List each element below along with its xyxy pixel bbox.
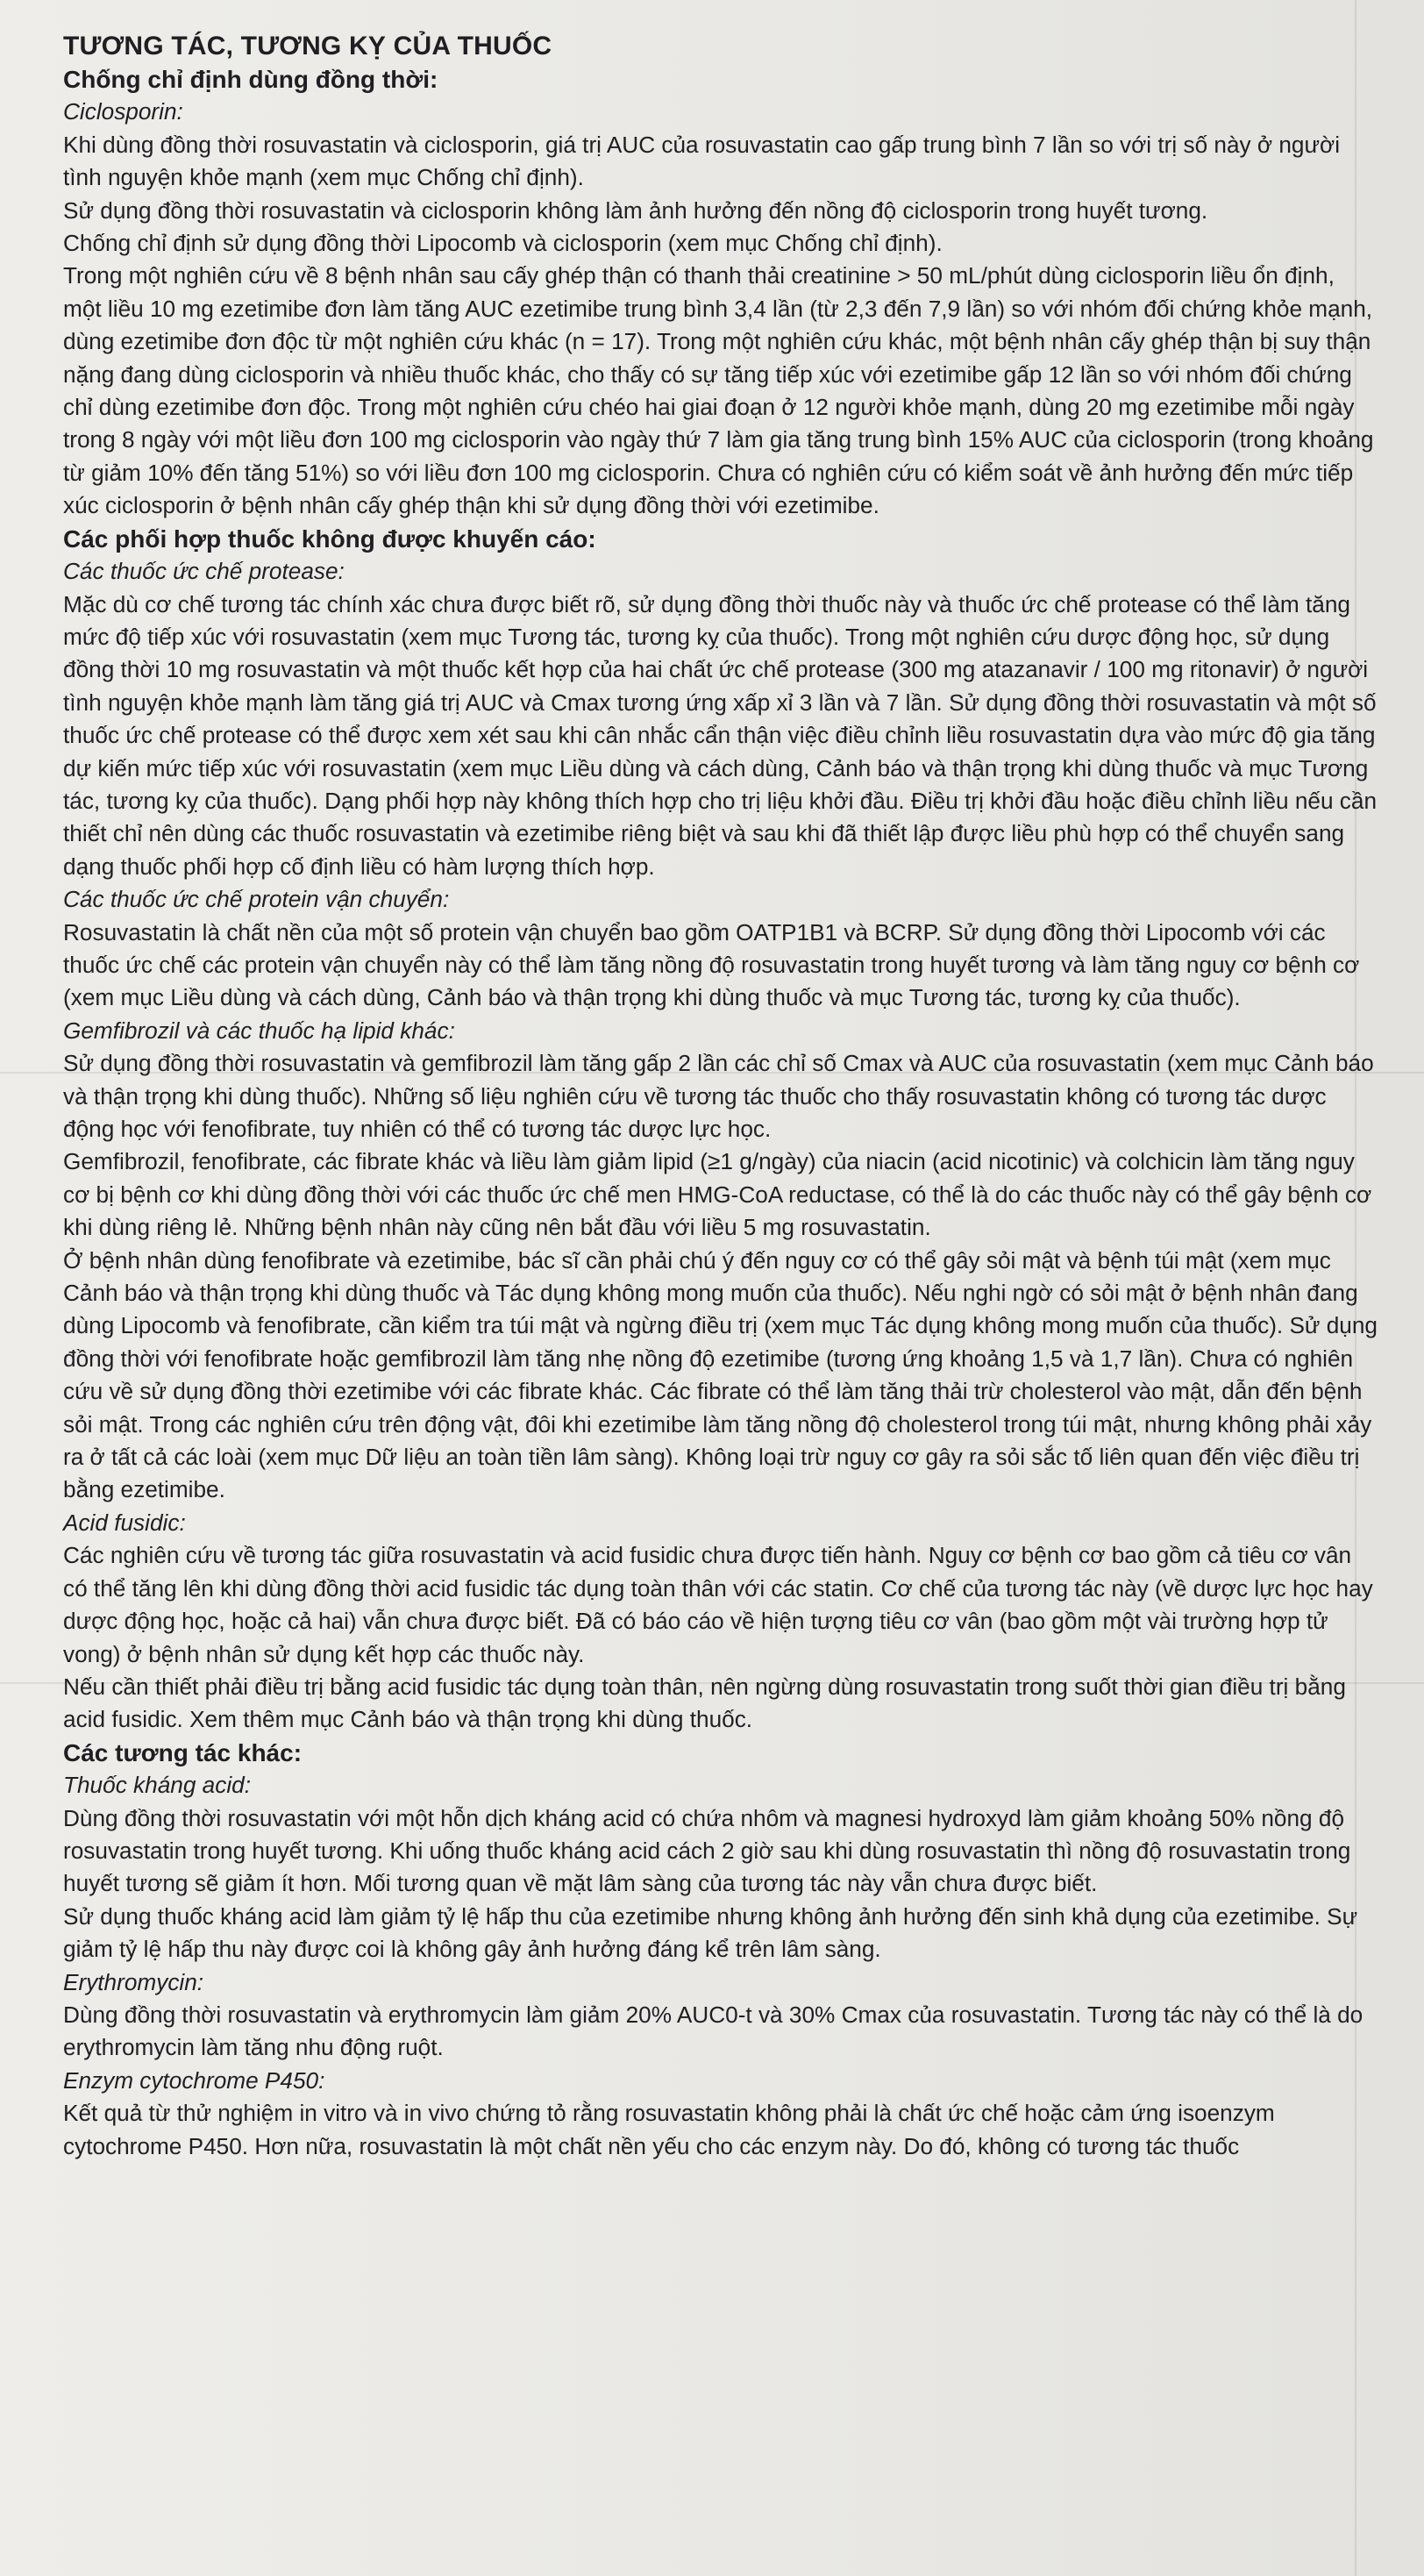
paragraph: Ở bệnh nhân dùng fenofibrate và ezetimibe, bác sĩ cần phải chú ý đến nguy cơ có thể gây sỏi mật và bệnh túi mật (xem mục Cảnh báo và thận trọng khi dùng thuốc và Tác dụng không mong muốn của thuốc). Nếu nghi ngờ có sỏi mật ở bệnh nhân đang dùng Lipocomb và fenofibrate, cần kiểm tra túi mật và ngừng điều trị (xem mục Tác dụng không mong muốn của thuốc). Sử dụng đồng thời với fenofibrate hoặc gemfibrozil làm tăng nhẹ nồng độ ezetimibe (tương ứng khoảng 1,5 và 1,7 lần). Chưa có nghiên cứu về sử dụng đồng thời ezetimibe với các fibrate khác. Các fibrate có thể làm tăng thải trừ cholesterol vào mật, dẫn đến bệnh sỏi mật. Trong các nghiên cứu trên động vật, đôi khi ezetimibe làm tăng nồng độ cholesterol trong túi mật, nhưng không phải xảy ra ở tất cả các loài (xem mục Dữ liệu an toàn tiền lâm sàng). Không loại trừ nguy cơ gây ra sỏi sắc tố liên quan đến việc điều trị bằng ezetimibe. bbox=[63, 1246, 1378, 1503]
paragraph: Gemfibrozil, fenofibrate, các fibrate khác và liều làm giảm lipid (≥1 g/ngày) của niacin (acid nicotinic) và colchicin làm tăng nguy cơ bị bệnh cơ khi dùng đồng thời với các thuốc ức chế men HMG-CoA reductase, có thể là do các thuốc này có thể gây bệnh cơ khi dùng riêng lẻ. Những bệnh nhân này cũng nên bắt đầu với liều 5 mg rosuvastatin. bbox=[63, 1148, 1372, 1241]
document-body bbox=[63, 30, 1378, 2163]
paragraph: Các nghiên cứu về tương tác giữa rosuvastatin và acid fusidic chưa được tiến hành. Nguy cơ bệnh cơ bao gồm cả tiêu cơ vân có thể tăng lên khi dùng đồng thời acid fusidic tác dụng toàn thân với các statin. Cơ chế của tương tác này (về dược lực học hay dược động học, hoặc cả hai) vẫn chưa được biết. Đã có báo cáo về hiện tượng tiêu cơ vân (bao gồm một vài trường hợp tử vong) ở bệnh nhân sử dụng kết hợp các thuốc này. bbox=[63, 1542, 1373, 1667]
paragraph: Sử dụng đồng thời rosuvastatin và ciclosporin không làm ảnh hưởng đến nồng độ ciclosporin trong huyết tương. bbox=[63, 196, 1208, 224]
paragraph: Sử dụng thuốc kháng acid làm giảm tỷ lệ hấp thu của ezetimibe nhưng không ảnh hưởng đến sinh khả dụng của ezetimibe. Sự giảm tỷ lệ hấp thu này được coi là không gây ảnh hưởng đáng kể trên lâm sàng. bbox=[63, 1902, 1358, 1963]
paragraph: Nếu cần thiết phải điều trị bằng acid fusidic tác dụng toàn thân, nên ngừng dùng rosuvastatin trong suốt thời gian điều trị bằng acid fusidic. Xem thêm mục Cảnh báo và thận trọng khi dùng thuốc. bbox=[63, 1673, 1346, 1733]
subheading: Erythromycin: bbox=[63, 1968, 204, 1995]
paragraph: Chống chỉ định sử dụng đồng thời Lipocomb và ciclosporin (xem mục Chống chỉ định). bbox=[63, 230, 943, 257]
section-heading: Các phối hợp thuốc không được khuyến cáo: bbox=[63, 524, 596, 553]
section-heading: Các tương tác khác: bbox=[63, 1738, 303, 1766]
paragraph: Dùng đồng thời rosuvastatin với một hỗn dịch kháng acid có chứa nhôm và magnesi hydroxyd làm giảm khoảng 50% nồng độ rosuvastatin trong huyết tương. Khi uống thuốc kháng acid cách 2 giờ sau khi dùng rosuvastatin thì nồng độ rosuvastatin trong huyết tương sẽ giảm ít hơn. Mối tương quan về mặt lâm sàng của tương tác này vẫn chưa được biết. bbox=[63, 1804, 1351, 1897]
paragraph: Dùng đồng thời rosuvastatin và erythromycin làm giảm 20% AUC0-t và 30% Cmax của rosuvastatin. Tương tác này có thể là do erythromycin làm tăng nhu động ruột. bbox=[63, 2001, 1363, 2061]
paragraph: Khi dùng đồng thời rosuvastatin và ciclosporin, giá trị AUC của rosuvastatin cao gấp trung bình 7 lần so với trị số này ở người tình nguyện khỏe mạnh (xem mục Chống chỉ định). bbox=[63, 131, 1341, 191]
subheading: Enzym cytochrome P450: bbox=[63, 2066, 325, 2094]
page-title: TƯƠNG TÁC, TƯƠNG KỴ CỦA THUỐC bbox=[63, 32, 552, 61]
subheading: Ciclosporin: bbox=[63, 98, 183, 125]
subheading: Các thuốc ức chế protease: bbox=[63, 558, 345, 585]
paragraph: Kết quả từ thử nghiệm in vitro và in vivo chứng tỏ rằng rosuvastatin không phải là chất ức chế hoặc cảm ứng isoenzym cytochrome P450. Hơn nữa, rosuvastatin là một chất nền yếu cho các enzym này. Do đó, không có tương tác thuốc bbox=[63, 2100, 1275, 2159]
subheading: Gemfibrozil và các thuốc hạ lipid khác: bbox=[63, 1017, 455, 1044]
subheading: Thuốc kháng acid: bbox=[63, 1772, 252, 1799]
subheading: Các thuốc ức chế protein vận chuyển: bbox=[63, 886, 450, 913]
section-heading: Chống chỉ định dùng đồng thời: bbox=[63, 66, 438, 93]
paragraph: Rosuvastatin là chất nền của một số protein vận chuyển bao gồm OATP1B1 và BCRP. Sử dụng đồng thời Lipocomb với các thuốc ức chế các protein vận chuyển này có thể làm tăng nồng độ rosuvastatin trong huyết tương và làm tăng nguy cơ bệnh cơ (xem mục Liều dùng và cách dùng, Cảnh báo và thận trọng khi dùng thuốc và mục Tương tác, tương kỵ của thuốc). bbox=[63, 918, 1360, 1011]
paragraph: Mặc dù cơ chế tương tác chính xác chưa được biết rõ, sử dụng đồng thời thuốc này và thuốc ức chế protease có thể làm tăng mức độ tiếp xúc với rosuvastatin (xem mục Tương tác, tương kỵ của thuốc). Trong một nghiên cứu dược động học, sử dụng đồng thời 10 mg rosuvastatin và một thuốc kết hợp của hai chất ức chế protease (300 mg atazanavir / 100 mg ritonavir) ở người tình nguyện khỏe mạnh làm tăng giá trị AUC và Cmax tương ứng xấp xỉ 3 lần và 7 lần. Sử dụng đồng thời rosuvastatin và một số thuốc ức chế protease có thể được xem xét sau khi cân nhắc cẩn thận việc điều chỉnh liều rosuvastatin dựa vào mức độ gia tăng dự kiến mức tiếp xúc với rosuvastatin (xem mục Liều dùng và cách dùng, Cảnh báo và thận trọng khi dùng thuốc và mục Tương tác, tương kỵ của thuốc). Dạng phối hợp này không thích hợp cho trị liệu khởi đầu. Điều trị khởi đầu hoặc điều chỉnh liều nếu cần thiết chỉ nên dùng các thuốc rosuvastatin và ezetimibe riêng biệt và sau khi đã thiết lập được liều phù hợp có thể chuyển sang dạng thuốc phối hợp cố định liều có hàm lượng thích hợp. bbox=[63, 590, 1378, 880]
subheading: Acid fusidic: bbox=[63, 1509, 186, 1536]
paragraph: Sử dụng đồng thời rosuvastatin và gemfibrozil làm tăng gấp 2 lần các chỉ số Cmax và AUC của rosuvastatin (xem mục Cảnh báo và thận trọng khi dùng thuốc). Những số liệu nghiên cứu về tương tác thuốc cho thấy rosuvastatin không có tương tác dược động học với fenofibrate, tuy nhiên có thể có tương tác dược lực học. bbox=[63, 1050, 1374, 1142]
paragraph: Trong một nghiên cứu về 8 bệnh nhân sau cấy ghép thận có thanh thải creatinine > 50 mL/phút dùng ciclosporin liều ổn định, một liều 10 mg ezetimibe đơn làm tăng AUC ezetimibe trung bình 3,4 lần (từ 2,3 đến 7,9 lần) so với nhóm đối chứng khỏe mạnh, dùng ezetimibe đơn độc từ một nghiên cứu khác (n = 17). Trong một nghiên cứu khác, một bệnh nhân cấy ghép thận bị suy thận nặng đang dùng ciclosporin và nhiều thuốc khác, cho thấy có sự tăng tiếp xúc với ezetimibe gấp 12 lần so với nhóm đối chứng chỉ dùng ezetimibe đơn độc. Trong một nghiên cứu chéo hai giai đoạn ở 12 người khỏe mạnh, dùng 20 mg ezetimibe mỗi ngày trong 8 ngày với một liều đơn 100 mg ciclosporin vào ngày thứ 7 làm gia tăng trung bình 15% AUC của ciclosporin (trong khoảng từ giảm 10% đến tăng 51%) so với liều đơn 100 mg ciclosporin. Chưa có nghiên cứu có kiểm soát về ảnh hưởng đến mức tiếp xúc ciclosporin ở bệnh nhân cấy ghép thận khi sử dụng đồng thời với ezetimibe. bbox=[63, 262, 1374, 519]
